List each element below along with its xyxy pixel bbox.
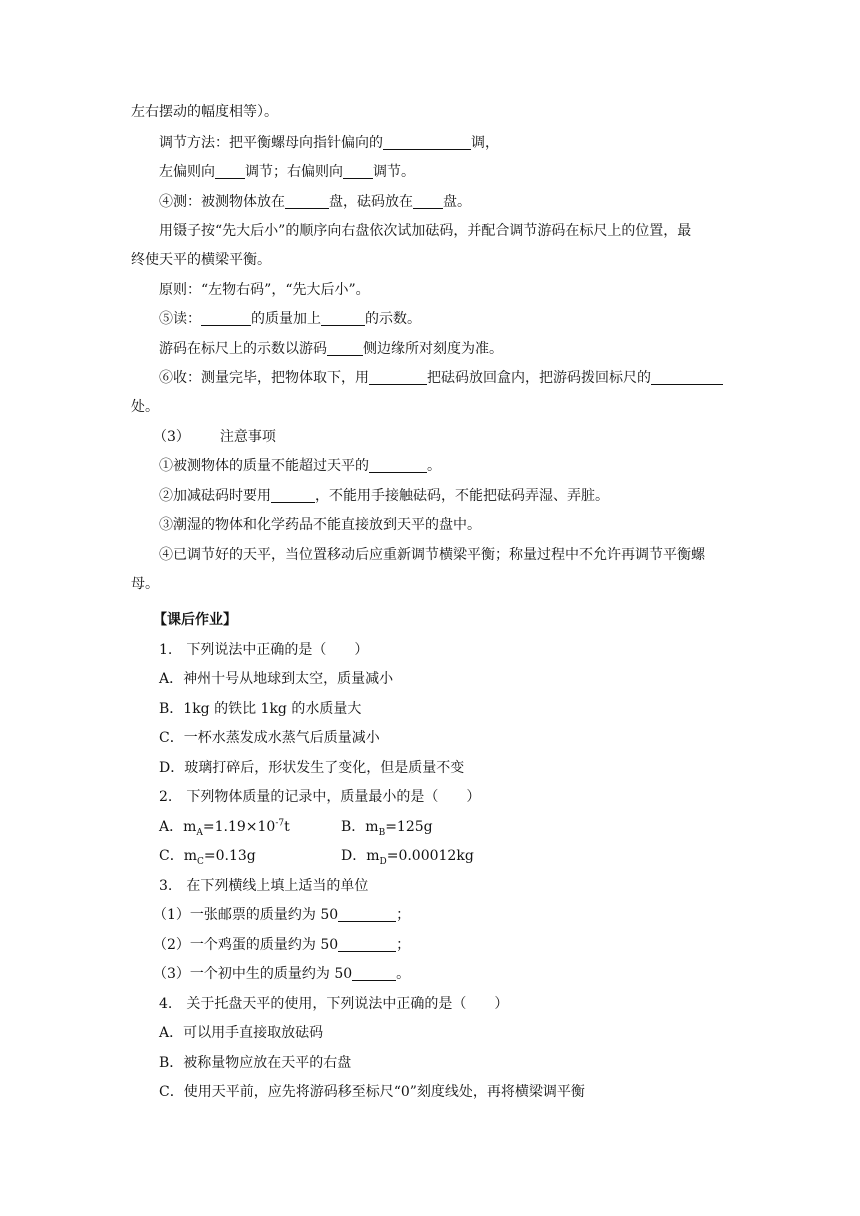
question-text: 关于托盘天平的使用，下列说法中正确的是（ ） [186, 996, 509, 1012]
text: （1）一张邮票的质量约为 50 [153, 907, 339, 923]
subscript: C [197, 856, 204, 867]
question-number: 2. [159, 789, 173, 805]
text: ； [396, 937, 411, 953]
text: 游码在标尺上的示数以游码 [159, 341, 327, 357]
question-number: 3. [159, 878, 173, 894]
homework-heading: 【课后作业】 [153, 612, 237, 628]
fill-blank[interactable] [201, 311, 251, 326]
text: ②加减砝码时要用 [159, 488, 271, 504]
question-number: 1. [159, 642, 173, 658]
subscript: A [196, 827, 203, 838]
text: 盘，砝码放在 [329, 194, 413, 210]
text: 调节。 [373, 164, 415, 180]
para-principle: 原则：“左物右码”，“先大后小”。 [159, 282, 370, 298]
text: 调节；右偏则向 [245, 164, 343, 180]
text: 调节方法：把平衡螺母向指针偏向的 [159, 135, 383, 151]
question-text: 下列物体质量的记录中，质量最小的是（ ） [186, 789, 481, 805]
question-1 [159, 640, 368, 660]
q1-option-d: D．玻璃打碎后，形状发生了变化，但是质量不变 [159, 760, 465, 776]
q4-option-a: A．可以用手直接取放砝码 [159, 1025, 324, 1041]
q4-option-c: C．使用天平前，应先将游码移至标尺“0”刻度线处，再将横梁调平衡 [159, 1084, 585, 1100]
q1-option-a: A．神州十号从地球到太空，质量减小 [159, 671, 394, 687]
fill-blank[interactable] [343, 164, 373, 179]
q3-item-1 [153, 905, 410, 925]
fill-blank[interactable] [383, 135, 471, 150]
text: ④测：被测物体放在 [159, 194, 285, 210]
fill-blank[interactable] [327, 341, 363, 356]
text: A．m [159, 819, 197, 835]
text: （3） [153, 429, 190, 445]
fill-blank[interactable] [338, 937, 396, 952]
text: D．m [341, 848, 380, 864]
note-2 [159, 486, 609, 506]
question-number: 4. [159, 996, 173, 1012]
subscript: D [379, 856, 387, 867]
para-measure [159, 192, 471, 212]
q2-option-c [159, 846, 256, 866]
text: 调， [471, 135, 499, 151]
q3-item-2 [153, 935, 410, 955]
fill-blank[interactable] [321, 311, 365, 326]
para-left-right [159, 162, 415, 182]
text: C．m [159, 848, 197, 864]
fill-blank[interactable] [369, 370, 427, 385]
q1-option-c: C．一杯水蒸发成水蒸气后质量减小 [159, 730, 380, 746]
note-1 [159, 456, 441, 476]
q2-option-b [341, 817, 433, 837]
para-adjust-method [159, 133, 499, 153]
text: ⑤读： [159, 311, 201, 327]
text: t [284, 819, 290, 835]
text: =1.19×10 [202, 819, 276, 835]
text: 侧边缘所对刻度为准。 [363, 341, 503, 357]
text: 。 [427, 458, 441, 474]
para-tweezers-2: 终使天平的横梁平衡。 [131, 252, 271, 268]
text: ①被测物体的质量不能超过天平的 [159, 458, 369, 474]
text: （3）一个初中生的质量约为 50 [153, 966, 353, 982]
note-4-line2: 母。 [131, 576, 159, 592]
text: ； [396, 907, 411, 923]
question-text: 在下列横线上填上适当的单位 [186, 878, 369, 894]
para-1: 左右摆动的幅度相等）。 [131, 104, 278, 120]
text: =0.00012kg [386, 848, 474, 864]
q2-option-d [341, 846, 474, 866]
para-tweezers-1: 用镊子按“先大后小”的顺序向右盘依次试加砝码，并配合调节游码在标尺上的位置，最 [159, 223, 692, 239]
subscript: B [378, 827, 386, 838]
q1-option-b: B．1kg 的铁比 1kg 的水质量大 [159, 701, 362, 717]
q4-option-b: B．被称量物应放在天平的右盘 [159, 1055, 352, 1071]
para-collect [159, 368, 723, 388]
para-rider [159, 339, 503, 359]
q3-item-3 [153, 964, 410, 984]
text: 的质量加上 [251, 311, 321, 327]
text: ⑥收：测量完毕，把物体取下，用 [159, 370, 369, 386]
question-3 [159, 876, 368, 896]
text: =0.13g [203, 848, 256, 864]
section-notes-heading [153, 427, 276, 447]
fill-blank[interactable] [369, 458, 427, 473]
question-4 [159, 994, 508, 1014]
superscript: -7 [275, 818, 285, 829]
note-4-line1: ④已调节好的天平，当位置移动后应重新调节横梁平衡；称量过程中不允许再调节平衡螺 [159, 547, 705, 563]
para-read [159, 309, 421, 329]
q2-option-a [159, 817, 290, 837]
question-text: 下列说法中正确的是（ ） [186, 642, 369, 658]
text: 注意事项 [219, 429, 276, 445]
fill-blank[interactable] [413, 194, 443, 209]
text: 把砝码放回盒内，把游码拨回标尺的 [427, 370, 651, 386]
text: ，不能用手接触砝码，不能把砝码弄湿、弄脏。 [315, 488, 609, 504]
fill-blank[interactable] [338, 907, 396, 922]
text: （2）一个鸡蛋的质量约为 50 [153, 937, 339, 953]
fill-blank[interactable] [215, 164, 245, 179]
text: 。 [396, 966, 411, 982]
text: 的示数。 [365, 311, 421, 327]
fill-blank[interactable] [352, 966, 396, 981]
text: 左偏则向 [159, 164, 215, 180]
text: =125g [385, 819, 433, 835]
note-3: ③潮湿的物体和化学药品不能直接放到天平的盘中。 [159, 517, 481, 533]
fill-blank[interactable] [271, 488, 315, 503]
text: B．m [341, 819, 379, 835]
fill-blank[interactable] [651, 370, 723, 385]
text: 盘。 [443, 194, 471, 210]
fill-blank[interactable] [285, 194, 329, 209]
question-2 [159, 787, 480, 807]
para-collect-end: 处。 [131, 399, 159, 415]
